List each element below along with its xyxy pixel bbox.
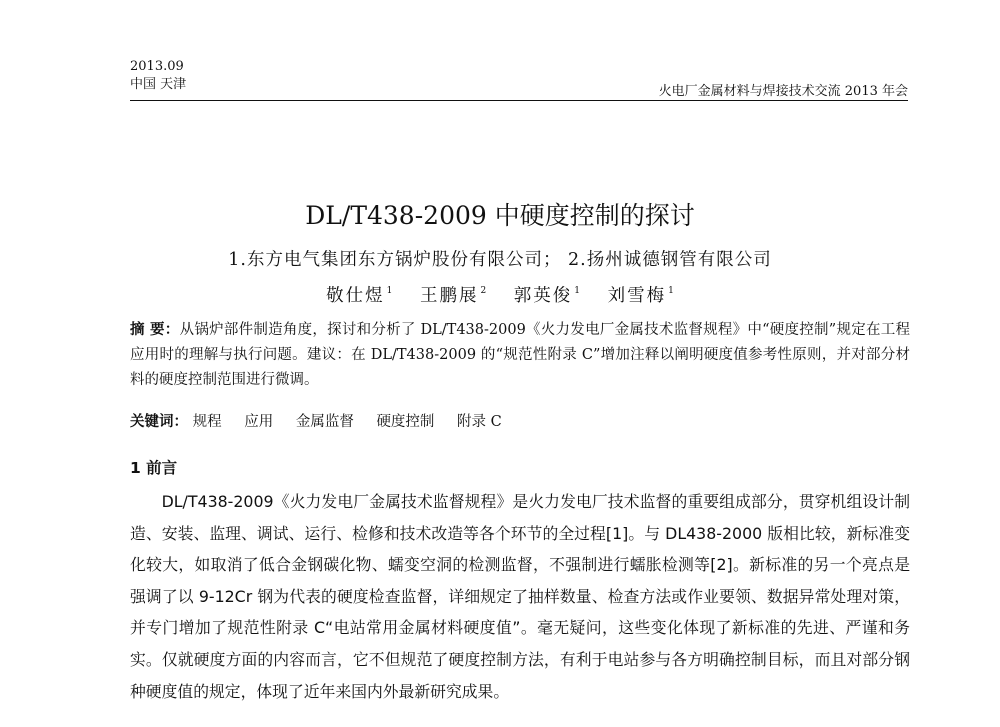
author bbox=[608, 286, 674, 306]
keyword: 金属监督 bbox=[295, 414, 354, 430]
author-affil-index: 1 bbox=[386, 286, 393, 296]
keyword: 硬度控制 bbox=[376, 414, 435, 430]
author bbox=[514, 286, 580, 306]
author-name: 王鹏展 bbox=[419, 286, 479, 306]
keyword: 应用 bbox=[244, 414, 274, 430]
body-paragraph: DL/T438-2009《火力发电厂金属技术监督规程》是火力发电厂技术监督的重要组成部分，贯穿机组设计制造、安装、监理、调试、运行、检修和技术改造等各个环节的全过程[1]。与 DL438-2000 版相比较，新标准变化较大，如取消了低合金钢碳化物、蠕变空洞的检测监督，不强制进行蠕胀检测等[2]。新标准的另一个亮点是强调了以 9-12Cr 钢为代表的硬度检查监督，详细规定了抽样数量、检查方法或作业要领、数据异常处理对策，并专门增加了规范性附录 C“电站常用金属材料硬度值”。毫无疑问，这些变化体现了新标准的先进、严谨和务实。仅就硬度方面的内容而言，它不但规范了硬度控制方法，有利于电站参与各方明确控制目标，而且对部分钢种硬度值的规定，体现了近年来国内外最新研究成果。 bbox=[130, 492, 910, 701]
author-name: 刘雪梅 bbox=[607, 286, 667, 306]
header-conference: 火电厂金属材料与焊接技术交流 2013 年会 bbox=[658, 84, 908, 99]
keywords bbox=[130, 410, 520, 431]
author-name: 敬仕煜 bbox=[326, 286, 385, 306]
keyword: 附录 C bbox=[457, 414, 502, 430]
abstract bbox=[130, 318, 910, 393]
abstract-label: 摘 要： bbox=[130, 322, 180, 338]
paper-title: DL/T438-2009 中硬度控制的探讨 bbox=[305, 201, 695, 230]
keyword: 规程 bbox=[192, 414, 222, 430]
author bbox=[326, 286, 392, 306]
author bbox=[420, 286, 486, 306]
keywords-label: 关键词： bbox=[130, 414, 188, 430]
header-date: 2013.09 bbox=[130, 59, 184, 74]
abstract-text: 从锅炉部件制造角度，探讨和分析了 DL/T438-2009《火力发电厂金属技术监督规程》中“硬度控制”规定在工程应用时的理解与执行问题。建议：在 DL/T438-2009 的“规范性附录 C”增加注释以阐明硬度值参考性原则，并对部分材料的硬度控制范围进行微调。 bbox=[130, 322, 910, 388]
section-heading: 1 前言 bbox=[130, 459, 178, 477]
header-left bbox=[130, 58, 186, 94]
author-affil-index: 2 bbox=[480, 286, 487, 296]
author-list bbox=[0, 282, 1000, 307]
header-location: 中国 天津 bbox=[130, 77, 187, 92]
author-name: 郭英俊 bbox=[513, 286, 573, 306]
author-affil-index: 1 bbox=[574, 286, 581, 296]
header-rule bbox=[130, 100, 908, 101]
author-affil-index: 1 bbox=[668, 286, 674, 296]
affiliations: 1.东方电气集团东方锅炉股份有限公司； 2.扬州诚德钢管有限公司 bbox=[228, 250, 772, 270]
